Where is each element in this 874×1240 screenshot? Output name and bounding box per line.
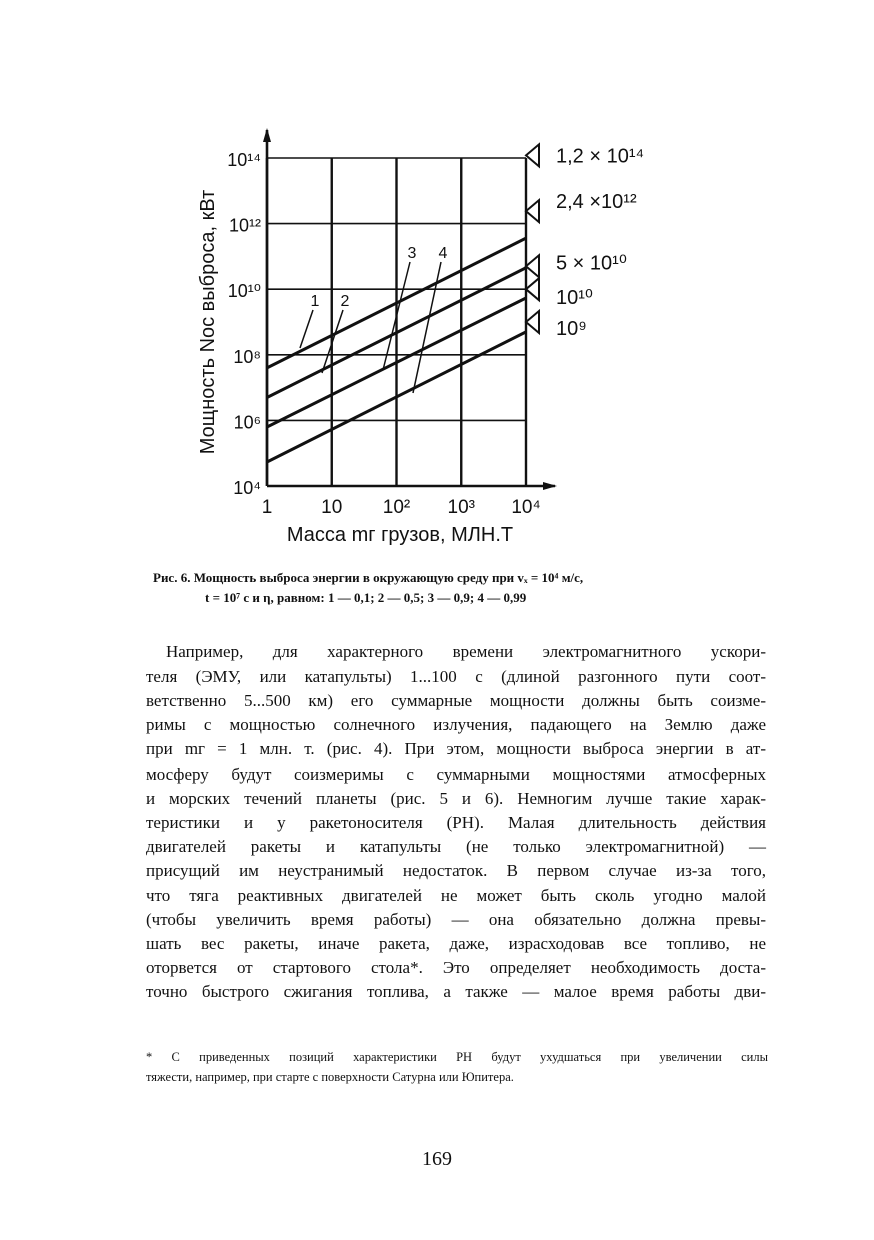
- figure-caption-line-1: Рис. 6. Мощность выброса энергии в окружающую среду при vₓ = 10⁴ м/с,: [153, 570, 584, 585]
- body-text-line: шать вес ракеты, иначе ракета, даже, израсходовав все топливо, не: [146, 934, 766, 953]
- power-emission-chart: [0, 0, 874, 560]
- x-axis-label: Масса mг грузов, МЛН.Т: [286, 524, 514, 546]
- series-label: 1: [310, 293, 320, 310]
- series-leader-line: [300, 310, 313, 348]
- body-text-line: двигателей ракеты и катапульты (не только электромагнитной) —: [146, 837, 766, 856]
- reference-marker-label: 2,4 ×10¹²: [556, 191, 637, 214]
- body-text-line: ветственно 5...500 км) его суммарные мощности должны быть соизме-: [146, 691, 766, 710]
- y-tick-label: 10¹⁴: [227, 150, 261, 170]
- body-text-line: теристики и у ракетоносителя (РН). Малая длительность действия: [146, 813, 766, 832]
- reference-marker-triangle: [526, 144, 539, 166]
- reference-marker-triangle: [526, 278, 539, 300]
- x-tick-label: 10²: [382, 497, 411, 518]
- x-tick-label: 10⁴: [511, 497, 541, 518]
- body-text-line: (чтобы увеличить время работы) — она обязательно должна превы-: [146, 910, 766, 929]
- reference-marker-triangle: [526, 311, 539, 333]
- series-leader-line: [413, 262, 441, 393]
- body-text-line: при mг = 1 млн. т. (рис. 4). При этом, мощности выброса энергии в ат-: [146, 739, 766, 758]
- series-label: 3: [407, 245, 417, 262]
- body-text-line: теля (ЭМУ, или катапульты) 1...100 с (длиной разгонного пути соот-: [146, 667, 766, 686]
- y-tick-label: 10⁸: [233, 346, 261, 367]
- x-axis-arrow: [543, 482, 557, 490]
- reference-marker-triangle: [526, 255, 539, 277]
- body-text-line: оторвется от стартового стола*. Это определяет необходимость доста-: [146, 958, 766, 977]
- footnote-line: тяжести, например, при старте с поверхности Сатурна или Юпитера.: [146, 1070, 514, 1084]
- body-text-line: Например, для характерного времени электромагнитного ускори-: [166, 642, 766, 661]
- reference-marker-label: 10¹⁰: [556, 287, 593, 310]
- body-text-line: что тяга реактивных двигателей не может быть сколь угодно малой: [146, 886, 766, 905]
- body-text-line: точно быстрого сжигания топлива, а также — малое время работы дви-: [146, 982, 766, 1001]
- footnote-line: * С приведенных позиций характеристики РН будут ухудшаться при увеличении силы: [146, 1050, 768, 1064]
- x-tick-label: 10³: [447, 497, 475, 518]
- y-axis-label: Мощность Nос выброса, кВт: [197, 189, 219, 455]
- x-tick-label: 1: [261, 497, 273, 518]
- reference-marker-label: 1,2 × 10¹⁴: [556, 145, 645, 168]
- y-tick-label: 10¹²: [228, 215, 261, 236]
- figure-caption-line-2: t = 10⁷ с и η, равном: 1 — 0,1; 2 — 0,5; 3 — 0,9; 4 — 0,99: [205, 590, 527, 605]
- y-axis-arrow: [263, 128, 271, 142]
- y-tick-label: 10⁴: [233, 478, 261, 498]
- body-text-line: римы с мощностью солнечного излучения, падающего на Землю даже: [146, 715, 766, 734]
- y-tick-label: 10¹⁰: [227, 281, 261, 302]
- body-text-line: мосферу будут соизмеримы с суммарными мощностями атмосферных: [146, 765, 766, 784]
- series-label: 4: [438, 245, 448, 262]
- body-text-line: и морских течений планеты (рис. 5 и 6). Немногим лучше такие харак-: [146, 789, 766, 808]
- reference-marker-triangle: [526, 200, 539, 222]
- y-tick-label: 10⁶: [233, 412, 261, 433]
- x-tick-label: 10: [321, 497, 343, 518]
- reference-marker-label: 10⁹: [556, 318, 587, 340]
- series-label: 2: [340, 293, 350, 310]
- reference-marker-label: 5 × 10¹⁰: [556, 252, 627, 275]
- page-number: 169: [422, 1148, 452, 1170]
- body-text-line: присущий им неустранимый недостаток. В первом случае из-за того,: [146, 861, 766, 880]
